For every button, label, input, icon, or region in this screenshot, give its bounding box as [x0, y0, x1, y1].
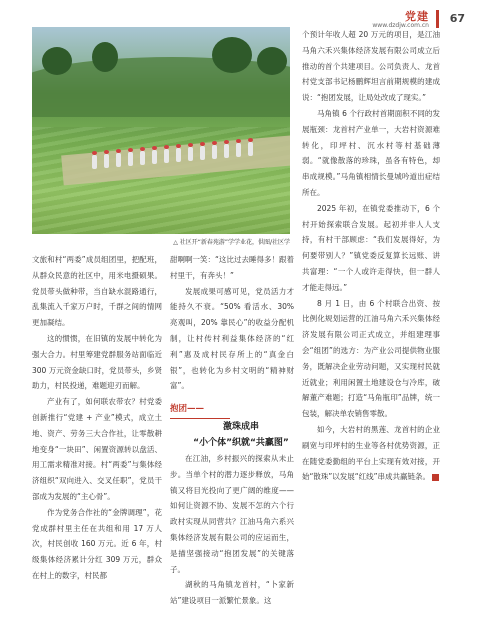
paragraph: 个预计年收人超 20 万元的项目，是江油马角六禾兴集体经济发展有限公司成立后推动的首个共建项目。公司负责人、龙首村党支部书记杨鹏辉坦言前期规模的建成说：“抱团发展，让局处改成了现实。”: [302, 30, 440, 103]
photo-child: [236, 143, 241, 157]
photo-child: [224, 144, 229, 158]
article-column-2: [170, 252, 294, 609]
paragraph: 马角镇 6 个行政村首期面积不同的发展瓶颈：龙首村产业单一，大岩村资源难转化，印坪村、沉水村等村基础薄弱。“就像散落的珍珠，虽各有特色，却串成规模。”马角镇相情长曼城吟道出症结所在。: [302, 108, 440, 197]
photo-child: [248, 142, 253, 156]
article-column-3: [302, 27, 440, 485]
photo-child: [92, 155, 97, 169]
photo-child: [116, 153, 121, 167]
photo-tree: [92, 42, 118, 72]
page-number: 67: [449, 12, 465, 25]
photo-child: [164, 149, 169, 163]
article-column-1: [32, 252, 162, 584]
paragraph: 在江油，乡村振兴的探索从未止步。当单个村的潜力逐步释放，马角镇又将目光投向了更广阔的维度——如何让资源不协、发展不怎的六个行政村实现从同营共？江油马角六系兴集体经济发展有限公司的应运而生，是描坚强接动“抱团发展”的关键落子。: [170, 453, 294, 574]
photo-child: [152, 150, 157, 164]
paragraph: 发展成果可感可见，党员活力才能持久不衰。“50% 看活水、30% 亮观叫，20% 靠民心”的收益分配机制，让村传村利益集体经济的“红利”惠及成村民存所上的“真金白银”，也转化为乡村文明的“精神财富”。: [170, 286, 294, 391]
section-label: 抱团——: [170, 404, 205, 415]
header-accent-bar: [436, 10, 439, 28]
section-subheading: “小个体”织就“共赢图”: [193, 437, 289, 448]
magazine-url: www.dzdjw.com.cn: [372, 22, 429, 29]
paragraph: 这的惯惯，在旧镇的发展中转化为强大合力。村里筹建党群服务站面临近 300 万元资金缺口时，党员带头，乡贤助力，村民投递，难题迎刃而解。: [32, 333, 162, 391]
photo-caption: △ 社区开“新春苑游”学学业花，供图/社区学: [173, 239, 290, 246]
paragraph: 作为党务合作社的“金牌调理”，花党成群村里主任在共组和用 17 万人次，村民创收 160 万元。近 6 年，村级集体经济累计分红 309 万元，群众在村上的数字，村民都: [32, 507, 162, 580]
photo-child: [212, 145, 217, 159]
article-end-mark: [432, 474, 439, 481]
section-heading: 激珠成串: [222, 421, 259, 432]
photo-child: [176, 148, 181, 162]
paragraph: 8 月 1 日，由 6 个村联合出资、按比例化规划运营的江油马角六禾兴集体经济发展有限公司正式成立，并组建理事会“组团”的选方：为产业公司提供物业服务，既解决企业劳动问题，又实现村民就近就业；利用闲置土地建设仓与冷库，破解董产难题；打造“马角瓶印”品牌，统一包装，解决单农销售零散。: [302, 298, 440, 419]
paragraph: 2025 年初，在镇党委推动下，6 个村开始探索联合发展。起初并非人人支持，有村干部顾虑：“我们发展得好，为何要带别人？”镇党委反复算长远账、讲共富理：“一个人或许走得快，但一群人才能走得远。”: [302, 203, 440, 292]
photo-tree: [42, 47, 72, 75]
photo-child: [128, 152, 133, 166]
paragraph: 湖秋的马角镇龙首村，“卜家新站”建设项目一派繁忙景象。这: [170, 580, 294, 606]
photo-child: [140, 151, 145, 165]
photo-tree: [257, 47, 287, 75]
photo-child: [200, 146, 205, 160]
paragraph: 文旅和村“两委”成员组团里，把配班，从群众民意的社区中，用米电摄硕果。党员带头做种带，当自缺水混路通行，乱集流入千家万户时，千群之间的情网更加凝结。: [32, 255, 162, 328]
photo-tree: [212, 37, 252, 73]
tea-field-photo: [32, 27, 290, 234]
paragraph: 产业有了，如何联农带农？村党委创新推行“党建 + 产业”模式，成立土地、资产、劳务三大合作社，让零散耕地变身“一块田”、闲置资源转以盘活、用工需求精准对接。村“两委”与集体经济组织“双向进入、交叉任职”，党员干部成为发展的“主心骨”。: [32, 397, 162, 501]
paragraph: 甜啊啊一笑：“这比过去睡得多！跟着村里干，有奔头！”: [170, 255, 294, 280]
paragraph-text: 如今，大岩村的黑莲、龙首村的企业刷宽与印坪村的生业等各村优势资源，正在随党委勤组的平台上实现有效对接，开始“散珠”以发展“红线”串成共赢链条。: [302, 424, 440, 482]
photo-child: [104, 154, 109, 168]
magazine-logo: 党建: [405, 10, 429, 23]
photo-child: [188, 147, 193, 161]
paragraph: [302, 422, 440, 485]
